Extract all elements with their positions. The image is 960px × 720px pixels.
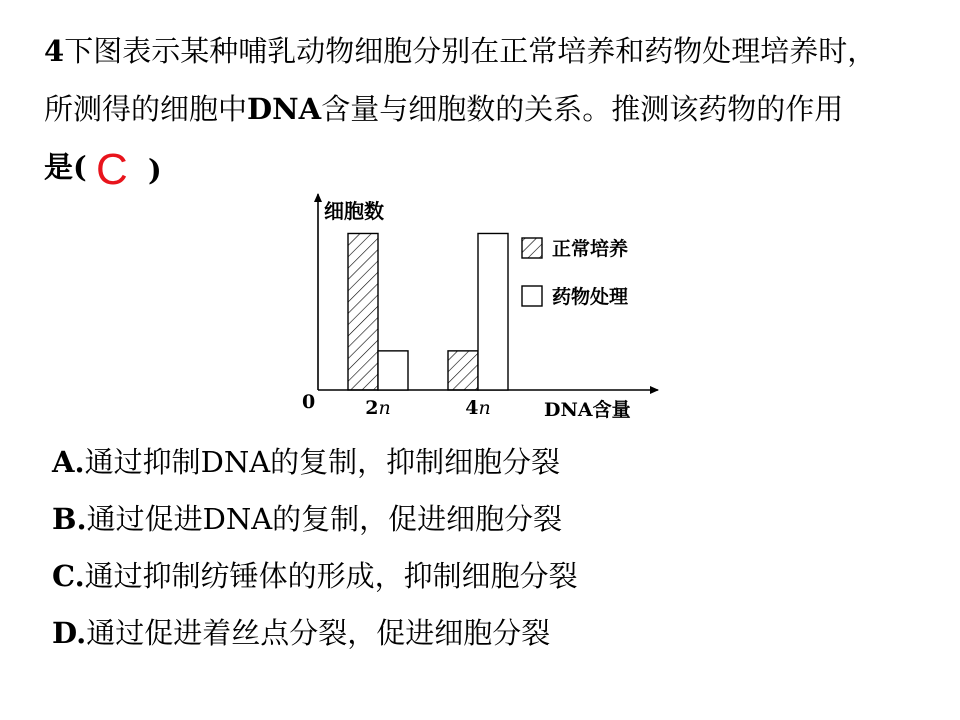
legend [522, 237, 629, 308]
dna-content-chart [290, 190, 680, 425]
question-line-1 [44, 22, 876, 80]
y-axis-label: 细胞数 [324, 199, 384, 223]
origin-label: 0 [302, 391, 316, 413]
question-text-line-2b: 含量与细胞数的关系。推测该药物的作用 [321, 92, 844, 126]
option-a[interactable] [52, 437, 560, 487]
legend-swatch-drug [522, 286, 542, 306]
bar-drug-2n [378, 351, 408, 390]
question-number: 4 [44, 34, 65, 68]
question-text-line-3: 是( [44, 150, 87, 184]
option-text: 通过促进着丝点分裂，促进细胞分裂 [86, 616, 551, 650]
option-letter: B. [52, 502, 87, 536]
option-letter: D. [52, 616, 87, 650]
question-text-line-2a: 所测得的细胞中 [44, 92, 248, 126]
x-tick-label-2n: 2n [365, 397, 391, 419]
question-dna-term: DNA [247, 92, 322, 126]
option-text: 通过抑制DNA的复制，抑制细胞分裂 [84, 445, 561, 479]
option-text: 通过促进DNA的复制，促进细胞分裂 [86, 502, 563, 536]
question-line-2 [44, 80, 843, 138]
answer-mark: C [96, 145, 128, 194]
legend-label-drug: 药物处理 [552, 286, 629, 308]
option-letter: A. [52, 445, 85, 479]
legend-swatch-normal [522, 238, 542, 258]
option-text: 通过抑制纺锤体的形成，抑制细胞分裂 [84, 559, 578, 593]
bar-drug-4n [478, 233, 508, 390]
x-tick-label-4n: 4n [465, 397, 491, 419]
bar-normal-4n [448, 351, 478, 390]
bar-normal-2n [348, 233, 378, 390]
option-d[interactable] [52, 608, 550, 658]
x-tick-labels [365, 397, 490, 419]
question-line-3 [44, 138, 87, 196]
option-c[interactable] [52, 551, 578, 601]
answer-paren-close: ) [148, 153, 162, 187]
bars-group [348, 233, 508, 390]
option-letter: C. [52, 559, 85, 593]
x-axis-label: DNA含量 [544, 399, 631, 421]
legend-label-normal: 正常培养 [552, 238, 629, 260]
option-b[interactable] [52, 494, 562, 544]
question-text-line-1: 下图表示某种哺乳动物细胞分别在正常培养和药物处理培养时， [64, 34, 877, 68]
